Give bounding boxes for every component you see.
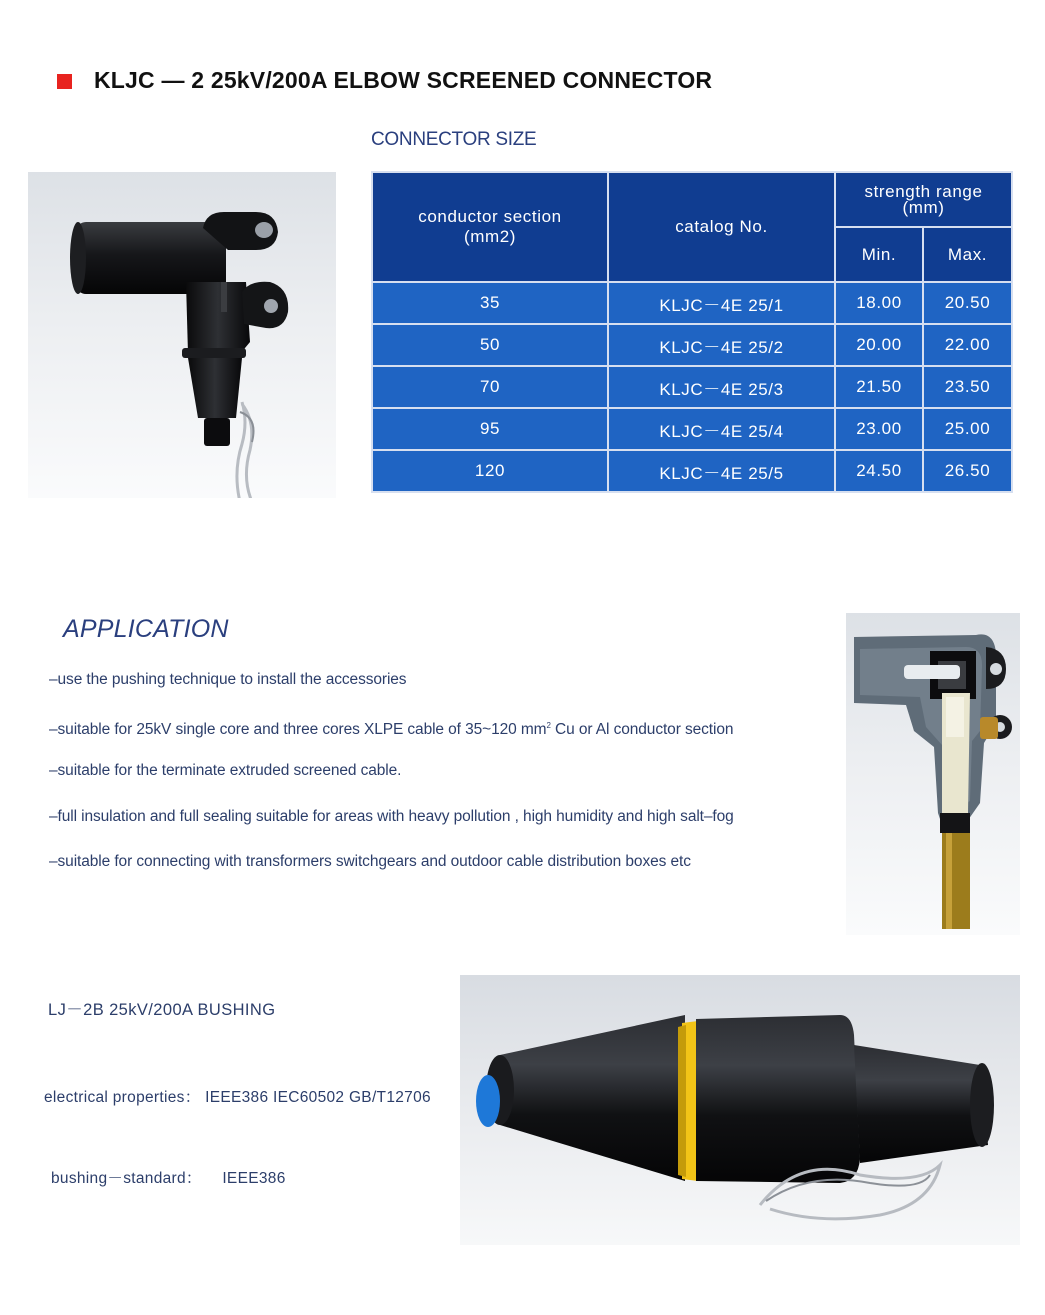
- table-row: [372, 450, 1012, 492]
- column-header-conductor-section: conductor section (mm2): [372, 172, 608, 282]
- column-header-max: Max.: [923, 227, 1012, 282]
- table-row: [372, 408, 1012, 450]
- column-header-min: Min.: [835, 227, 923, 282]
- cell-section: 35: [372, 282, 608, 324]
- cell-section: 120: [372, 450, 608, 492]
- cell-catalog: KLJC－4E 25/1: [608, 282, 835, 324]
- cell-max: 20.50: [923, 282, 1012, 324]
- connector-size-table: [371, 171, 1013, 493]
- title-marker: [57, 74, 72, 89]
- application-heading: APPLICATION: [63, 615, 229, 643]
- connector-size-heading: CONNECTOR SIZE: [371, 129, 537, 150]
- cell-max: 23.50: [923, 366, 1012, 408]
- application-list: [49, 668, 734, 896]
- cell-catalog: KLJC－4E 25/4: [608, 408, 835, 450]
- bushing-standard-value: IEEE386: [222, 1170, 286, 1187]
- cell-max: 25.00: [923, 408, 1012, 450]
- list-item: –suitable for 25kV single core and three cores XLPE cable of 35~120 $mm^2$ Cu or Al conductor section: [49, 720, 734, 738]
- bushing-standard-label: bushing－standard：: [51, 1170, 202, 1187]
- cell-min: 18.00: [835, 282, 923, 324]
- electrical-properties-label: electrical properties：: [44, 1089, 201, 1106]
- elbow-connector-photo: [28, 172, 336, 498]
- bushing-title: LJ－2B 25kV/200A BUSHING: [48, 1001, 276, 1019]
- cell-catalog: KLJC－4E 25/2: [608, 324, 835, 366]
- list-item: –suitable for the terminate extruded screened cable.: [49, 762, 402, 779]
- list-item: –use the pushing technique to install the accessories: [49, 671, 407, 688]
- cell-section: 50: [372, 324, 608, 366]
- bushing-standard: [51, 1166, 286, 1188]
- cell-min: 21.50: [835, 366, 923, 408]
- cell-section: 70: [372, 366, 608, 408]
- table-row: [372, 282, 1012, 324]
- cell-max: 26.50: [923, 450, 1012, 492]
- column-header-strength-range: strength range (mm): [835, 172, 1012, 227]
- cell-min: 24.50: [835, 450, 923, 492]
- list-item: –full insulation and full sealing suitable for areas with heavy pollution , high humidity and high salt–fog: [49, 807, 734, 825]
- column-header-catalog-no: catalog No.: [608, 172, 835, 282]
- table-row: [372, 366, 1012, 408]
- cell-min: 23.00: [835, 408, 923, 450]
- cell-catalog: KLJC－4E 25/5: [608, 450, 835, 492]
- electrical-properties: [44, 1085, 431, 1107]
- cell-max: 22.00: [923, 324, 1012, 366]
- page-title: KLJC — 2 25kV/200A ELBOW SCREENED CONNECTOR: [94, 67, 713, 93]
- cell-min: 20.00: [835, 324, 923, 366]
- cutaway-connector-photo: [846, 613, 1020, 935]
- cell-catalog: KLJC－4E 25/3: [608, 366, 835, 408]
- bushing-photo: [460, 975, 1020, 1245]
- list-item: –suitable for connecting with transformers switchgears and outdoor cable distribution boxes etc: [49, 853, 691, 870]
- electrical-properties-value: IEEE386 IEC60502 GB/T12706: [205, 1089, 431, 1106]
- cell-section: 95: [372, 408, 608, 450]
- table-row: [372, 324, 1012, 366]
